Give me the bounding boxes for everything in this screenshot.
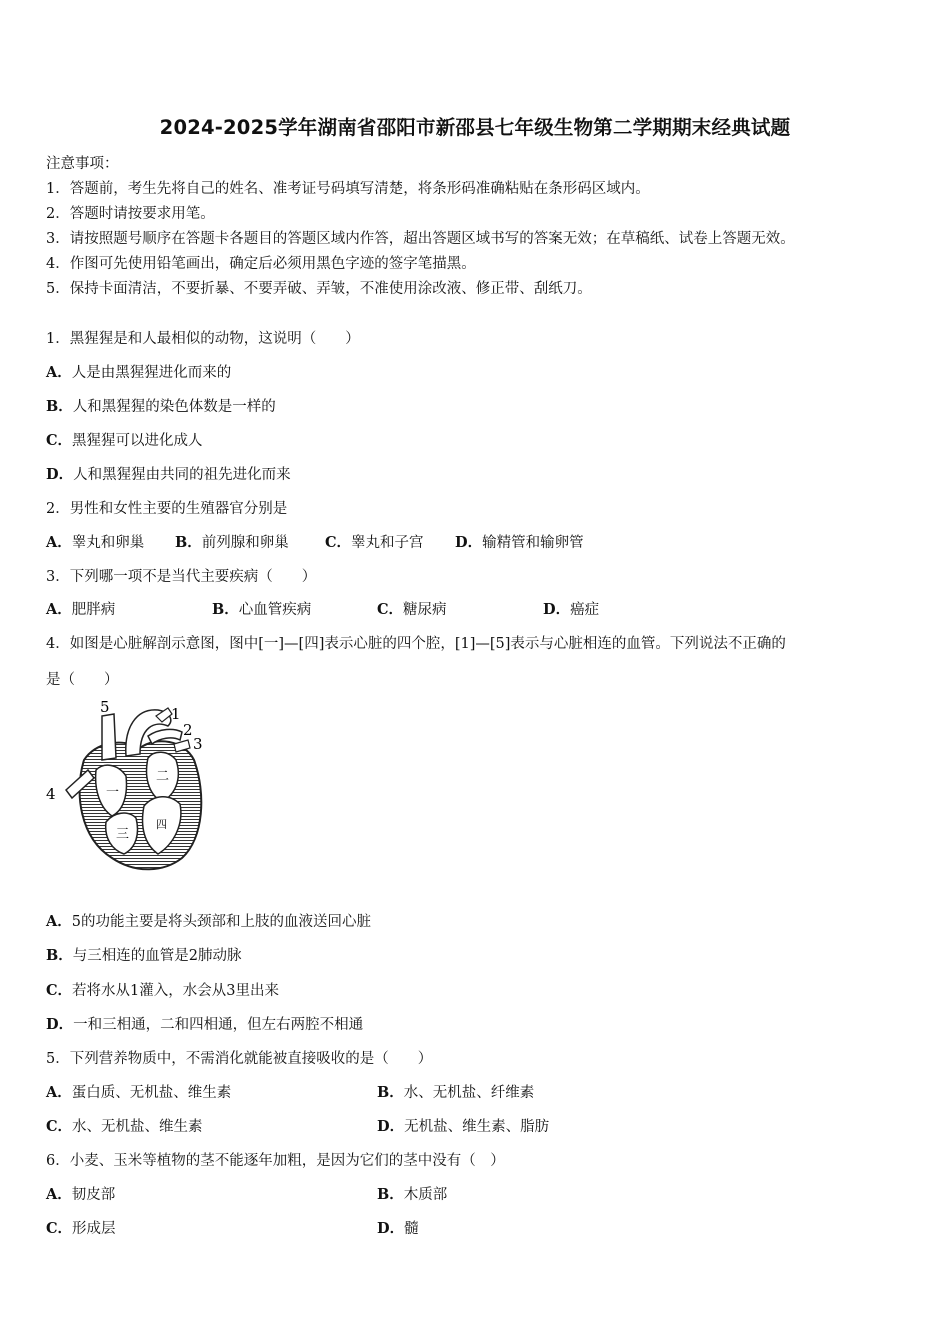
vessel-label: 3 xyxy=(193,735,203,753)
vessel-5-superior-vena-cava xyxy=(102,714,116,760)
heart-outer-wall xyxy=(80,741,202,869)
question-4-option-a: A．5的功能主要是将头颈部和上肢的血液送回心脏 xyxy=(46,913,371,930)
question-5-option-d: D．无机盐、维生素、脂肪 xyxy=(377,1118,550,1135)
question-4-stem-cont: 是（ ） xyxy=(46,672,119,688)
question-3-stem: 3．下列哪一项不是当代主要疾病（ ） xyxy=(46,569,317,585)
notice-item: 4．作图可先使用铅笔画出，确定后必须用黑色字迹的签字笔描黑。 xyxy=(46,256,476,272)
question-5-option-b: B．水、无机盐、纤维素 xyxy=(377,1084,535,1101)
vessel-label: 2 xyxy=(183,721,193,739)
question-4-option-b: B．与三相连的血管是2肺动脉 xyxy=(46,947,242,964)
question-2-stem: 2．男性和女性主要的生殖器官分别是 xyxy=(46,501,288,517)
chamber-label: 一 xyxy=(106,785,120,800)
chamber-label: 二 xyxy=(156,769,170,784)
question-1-option-c: C．黑猩猩可以进化成人 xyxy=(46,432,203,449)
question-6-option-a: A．韧皮部 xyxy=(46,1186,116,1203)
question-6-option-b: B．木质部 xyxy=(377,1186,448,1203)
question-6-stem: 6．小麦、玉米等植物的茎不能逐年加粗，是因为它们的茎中没有（ ） xyxy=(46,1153,505,1169)
heart-diagram xyxy=(44,698,209,876)
question-3-option-d: D．癌症 xyxy=(543,601,600,618)
question-6-option-d: D．髓 xyxy=(377,1220,419,1237)
notice-item: 5．保持卡面清洁，不要折暴、不要弄破、弄皱，不准使用涂改液、修正带、刮纸刀。 xyxy=(46,281,592,297)
question-5-option-c: C．水、无机盐、维生素 xyxy=(46,1118,203,1135)
notice-item: 3．请按照题号顺序在答题卡各题目的答题区域内作答，超出答题区域书写的答案无效；在草稿纸、试卷上答题无效。 xyxy=(46,231,795,247)
question-4-stem: 4．如图是心脏解剖示意图，图中[一]—[四]表示心脏的四个腔，[1]—[5]表示与心脏相连的血管。下列说法不正确的 xyxy=(46,636,786,652)
question-5-option-a: A．蛋白质、无机盐、维生素 xyxy=(46,1084,232,1101)
question-4-option-c: C．若将水从1灌入，水会从3里出来 xyxy=(46,982,279,999)
chamber-label: 三 xyxy=(116,827,130,842)
vessel-label: 1 xyxy=(171,705,181,723)
question-1-option-d: D．人和黑猩猩由共同的祖先进化而来 xyxy=(46,466,291,483)
question-4-option-d: D．一和三相通，二和四相通，但左右两腔不相通 xyxy=(46,1016,364,1033)
notice-heading: 注意事项： xyxy=(46,156,119,172)
question-2-option-b: B．前列腺和卵巢 xyxy=(175,534,289,551)
question-3-option-c: C．糖尿病 xyxy=(377,601,447,618)
question-6-option-c: C．形成层 xyxy=(46,1220,116,1237)
question-2-option-a: A．睾丸和卵巢 xyxy=(46,534,145,551)
question-1-stem: 1．黑猩猩是和人最相似的动物，这说明（ ） xyxy=(46,331,360,347)
question-3-option-a: A．肥胖病 xyxy=(46,601,116,618)
vessel-label: 4 xyxy=(46,785,56,803)
chamber-label: 四 xyxy=(156,818,167,831)
question-2-option-d: D．输精管和输卵管 xyxy=(455,534,584,551)
question-3-option-b: B．心血管疾病 xyxy=(212,601,312,618)
vessel-label: 5 xyxy=(100,698,110,716)
question-5-stem: 5．下列营养物质中，不需消化就能被直接吸收的是（ ） xyxy=(46,1051,433,1067)
notice-item: 1．答题前，考生先将自己的姓名、准考证号码填写清楚，将条形码准确粘贴在条形码区域内。 xyxy=(46,181,650,197)
question-2-option-c: C．睾丸和子宫 xyxy=(325,534,424,551)
page-title: 2024-2025学年湖南省邵阳市新邵县七年级生物第二学期期末经典试题 xyxy=(159,116,791,139)
question-1-option-a: A．人是由黑猩猩进化而来的 xyxy=(46,364,232,381)
notice-item: 2．答题时请按要求用笔。 xyxy=(46,206,215,222)
question-1-option-b: B．人和黑猩猩的染色体数是一样的 xyxy=(46,398,276,415)
